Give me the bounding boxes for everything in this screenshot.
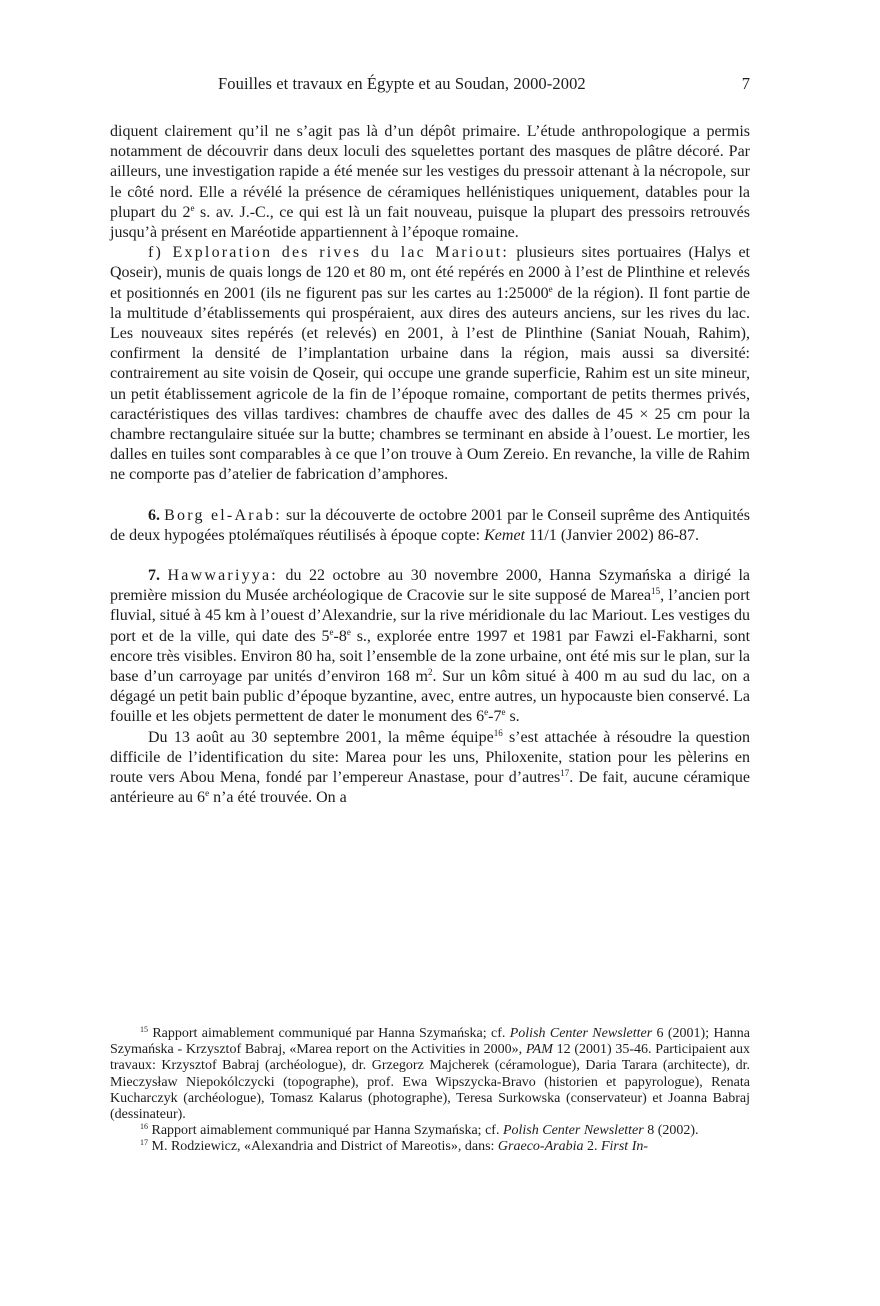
text-span: Du 13 août au 30 septembre 2001, la même équipe — [148, 728, 494, 746]
footnotes — [110, 1026, 750, 1156]
text-span: . Sur un kôm situé à 400 m au sud du lac, on a dégagé un petit bain public d’époque byzantine, avec, entre autres, un hypocauste bien conservé. La fouille et les objets permettent de dater le monument des 6 — [110, 668, 750, 726]
text-span: 8 (2002). — [643, 1123, 699, 1139]
running-header — [110, 74, 750, 96]
section-number: 6. — [148, 506, 160, 524]
superscript: e — [501, 707, 506, 718]
text-span: M. Rodziewicz, «Alexandria and District of Mareotis», dans: — [148, 1139, 498, 1155]
superscript: e — [484, 707, 489, 718]
paragraph-identification — [110, 728, 750, 809]
section-number: 7. — [148, 567, 160, 585]
paragraph-hawwariyya — [110, 566, 750, 728]
footnote-ref: 17 — [560, 768, 570, 779]
text-span: diquent clairement qu’il ne s’agit pas là d’un dépôt primaire. L’étude anthropologique a permis notamment de découvrir dans deux loculi des squelettes portant des masques de plâtre décoré. Par ailleurs, une investigation rapide a été menée sur les vestiges du pressoir attenant à la nécropole, sur le côté nord. Elle a révélé la présence de céramiques hellénistiques uniquement, datables pour la plupart du 2 — [110, 123, 750, 221]
journal-title: Polish Center Newsletter — [509, 1026, 653, 1041]
running-title: Fouilles et travaux en Égypte et au Soudan, 2000-2002 — [218, 74, 586, 93]
text-span: 11/1 (Janvier 2002) 86-87. — [524, 526, 700, 544]
footnote-16 — [110, 1123, 750, 1139]
paragraph-continuation — [110, 122, 750, 243]
footnote-number: 16 — [140, 1122, 148, 1132]
text-span: Rapport aimablement communiqué par Hanna Szymańska; cf. — [148, 1026, 510, 1041]
text-span: s. av. J.-C., ce qui est là un fait nouveau, puisque la plupart des pressoirs retrouvés jusqu’à présent en Maréotide appartiennent à l’époque romaine. — [110, 203, 750, 242]
text-span: sur la découverte de octobre 2001 par le Conseil suprême des Antiquités de deux hypogées ptolémaïques réutilisés à époque copte: — [110, 506, 750, 544]
section-label: Borg el-Arab: — [164, 506, 282, 524]
footnote-ref: 15 — [651, 586, 661, 597]
text-span: s., explorée entre 1997 et 1981 par Fawzi el-Fakharni, sont encore très visibles. Environ 80 ha, soit l’ensemble de la zone urbaine, ont été mis sur le plan, sur la base d’un carroyage par unités d’environ 168 m — [110, 627, 751, 686]
superscript: e — [205, 788, 210, 799]
journal-title: Polish Center Newsletter — [502, 1123, 644, 1139]
text-span: 6 (2001); Hanna Szymańska - Krzysztof Babraj, «Marea report on the Activities in 2000», — [110, 1026, 750, 1058]
text-span: Rapport aimablement communiqué par Hanna Szymańska; cf. — [148, 1123, 503, 1139]
text-span: n’a été trouvée. On a — [209, 789, 347, 807]
text-span: 12 (2001) 35-46. Participaient aux travaux: Krzysztof Babraj (archéologue), dr. Grzegorz Majcherek (céramologue), Daria Tarara (architecte), dr. Mieczysław Niepokólczycki (topographe), prof. Ewa Wipszycka-Bravo (historien et papyrologue), Renata Kucharczyk (archéologue), Tomasz Kalarus (photographe), Teresa Surkowska (conservateur) et Joanna Babraj (dessinateur). — [110, 1042, 750, 1123]
paragraph-borg-el-arab — [110, 506, 750, 546]
journal-title: PAM — [525, 1042, 553, 1058]
paragraph-lake-mariout — [110, 243, 750, 485]
text-span: , l’ancien port fluvial, situé à 45 km à l’ouest d’Alexandrie, sur la rive méridionale du lac Mariout. Les vestiges du port et de la ville, qui date des 5 — [110, 587, 751, 645]
footnote-ref: 16 — [493, 727, 503, 738]
page-number: 7 — [741, 74, 750, 93]
superscript: e — [548, 283, 553, 294]
section-label: f) Exploration des rives du lac Mariout: — [148, 244, 510, 262]
journal-title: Kemet — [484, 526, 525, 544]
text-span: 2. — [583, 1139, 601, 1155]
footnote-number: 15 — [140, 1025, 148, 1034]
text-span: plusieurs sites portuaires (Halys et Qoseir), munis de quais longs de 120 et 80 m, ont été repérés en 2000 à l’est de Plinthine et relevés et positionnés en 2001 (ils ne figurent pas sur les cartes au 1:25000 — [110, 244, 751, 302]
superscript: e — [190, 202, 195, 213]
footnote-number: 17 — [140, 1138, 148, 1148]
text-span: s’est attachée à résoudre la question difficile de l’identification du site: Marea pour les uns, Philoxenite, station pour les pèlerins en route vers Abou Mena, fondé par l’empereur Anastase, pour d’autres — [110, 728, 750, 787]
footnote-17 — [110, 1139, 750, 1155]
text-span: -7 — [488, 708, 502, 726]
section-label: Hawwariyya: — [167, 567, 278, 585]
text-span: . De fait, aucune céramique antérieure au 6 — [110, 769, 751, 807]
main-text — [110, 122, 750, 809]
superscript: e — [329, 626, 334, 637]
text-span: de la région). Il font partie de la multitude d’établissements qui prospéraient, aux dires des auteurs anciens, sur les rives du lac. Les nouveaux sites repérés (et relevés) en 2001, à l’est de Plinthine (Saniat Nouah, Rahim), confirment la densité de l’implantation urbaine dans la région, mais aussi sa diversité: contrairement au site voisin de Qoseir, qui occupe une grande superficie, Rahim est un site mineur, un petit établissement agricole de la fin de l’époque romaine, comportant de petits thermes privés, caractéristiques des villas tardives: chambres de chauffe avec des dalles de 45 × 25 cm pour la chambre rectangulaire située sur la butte; chambres se terminant en abside à l’ouest. Le mortier, les dalles en tuiles sont comparables à ce que l’on trouve à Oum Zereio. En revanche, la ville de Rahim ne comporte pas d’atelier de fabrication d’amphores. — [110, 284, 750, 484]
superscript: e — [346, 626, 351, 637]
text-span: -8 — [333, 627, 347, 645]
footnote-15 — [110, 1026, 750, 1123]
text-span: s. — [505, 708, 520, 726]
text-span: du 22 octobre au 30 novembre 2000, Hanna Szymańska a dirigé la première mission du Musée archéologique de Cracovie sur le site supposé de Marea — [110, 567, 751, 605]
journal-title: First In- — [600, 1139, 649, 1155]
superscript: 2 — [427, 667, 433, 678]
journal-title: Graeco-Arabia — [497, 1139, 584, 1155]
